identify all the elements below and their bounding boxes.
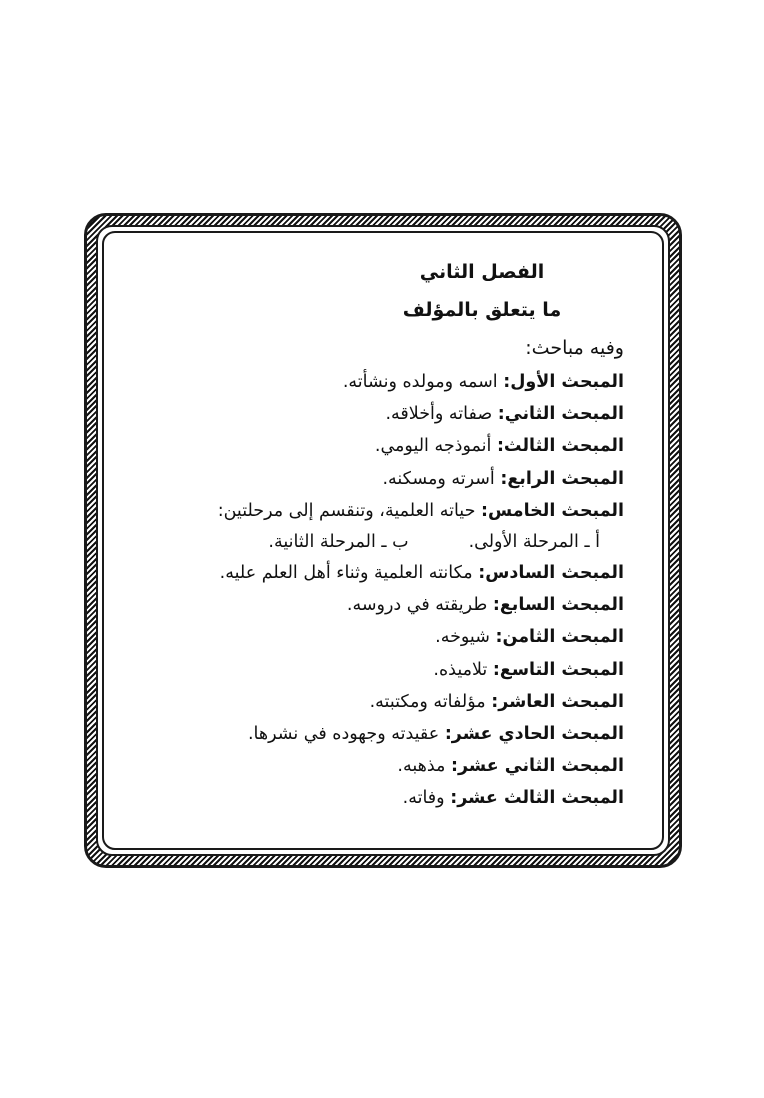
section-label: المبحث العاشر:: [491, 691, 624, 712]
section-text: حياته العلمية، وتنقسم إلى مرحلتين:: [217, 500, 476, 521]
page-content: [100, 248, 630, 814]
section-item: [100, 621, 624, 653]
section-item: [100, 495, 624, 527]
section-text: مكانته العلمية وثناء أهل العلم عليه.: [219, 562, 473, 583]
chapter-title: الفصل الثاني: [419, 261, 545, 283]
sections-list: [100, 366, 630, 814]
section-text: اسمه ومولده ونشأته.: [342, 372, 498, 392]
section-text: عقيدته وجهوده في نشرها.: [247, 723, 440, 744]
section-item: [100, 557, 624, 589]
section-label: المبحث الأول:: [503, 372, 624, 392]
section-text: أسرته ومسكنه.: [382, 468, 495, 489]
section-label: المبحث الرابع:: [500, 468, 624, 489]
section-label: المبحث الثاني:: [497, 404, 624, 425]
section-item: [100, 750, 624, 782]
section-label: المبحث الثاني عشر:: [451, 756, 624, 777]
section-text: مؤلفاته ومكتبته.: [369, 691, 486, 712]
section-item: [100, 589, 624, 621]
section-item: [100, 654, 624, 686]
section-item: [100, 398, 624, 430]
section-item: [100, 718, 624, 750]
section-item: [100, 463, 624, 495]
section-text: وفاته.: [402, 788, 445, 809]
section-item: [100, 686, 624, 718]
section-label: المبحث الثامن:: [495, 627, 624, 648]
section-text: أنموذجه اليومي.: [374, 436, 492, 457]
section-text: تلاميذه.: [433, 659, 488, 680]
section-label: المبحث السابع:: [492, 595, 624, 616]
section-text: طريقته في دروسه.: [346, 595, 488, 616]
stages-line: [100, 527, 600, 557]
section-text: صفاته وأخلاقه.: [385, 404, 493, 425]
chapter-intro: وفيه مباحث:: [525, 337, 624, 359]
section-item: [100, 782, 624, 814]
section-label: المبحث الثالث عشر:: [450, 788, 624, 809]
section-label: المبحث التاسع:: [492, 659, 624, 680]
chapter-subtitle: ما يتعلق بالمؤلف: [402, 299, 562, 321]
section-label: المبحث الحادي عشر:: [444, 723, 624, 744]
section-item: [100, 366, 624, 398]
section-label: المبحث الخامس:: [481, 500, 624, 521]
section-item: [100, 430, 624, 462]
section-label: المبحث السادس:: [478, 562, 624, 583]
stage-second: ب ـ المرحلة الثانية.: [268, 531, 409, 552]
section-label: المبحث الثالث:: [496, 436, 624, 457]
section-text: شيوخه.: [435, 627, 490, 648]
section-text: مذهبه.: [397, 756, 446, 777]
stage-first: أ ـ المرحلة الأولى.: [468, 531, 600, 552]
